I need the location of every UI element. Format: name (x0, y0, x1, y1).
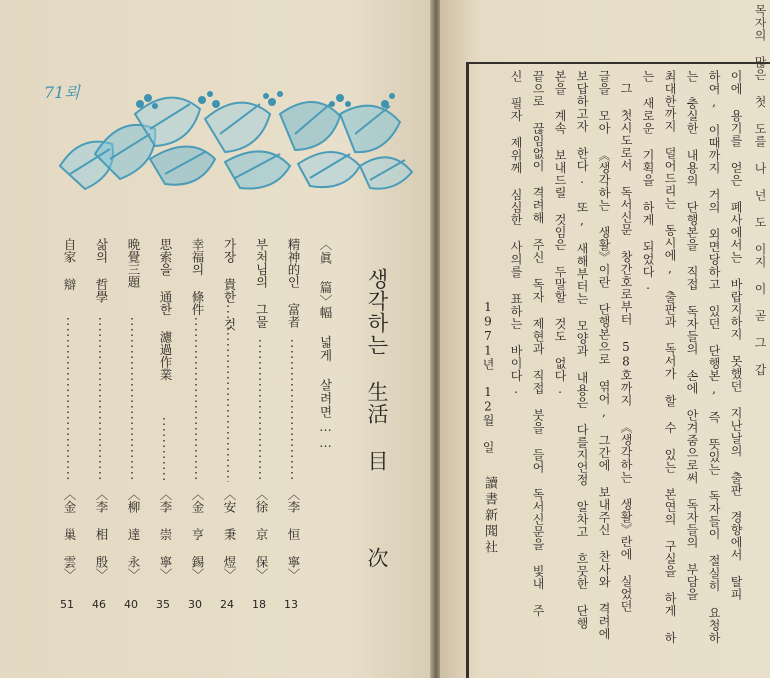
edge-text: 목자의 많은 첫 도를 나 넌 도 이지 이 곧 그 갑 (753, 4, 767, 376)
toc-page: 51 (60, 598, 74, 611)
toc-author: 〈安 秉 煜〉 (222, 488, 237, 581)
preface-line: 그 첫시도로서 독서신문 창간호로부터 58호까지 《생각하는 생활》란에 실었던 (619, 82, 633, 613)
toc-page: 40 (124, 598, 138, 611)
toc-title: 晩覺三題 (126, 238, 141, 288)
preface-line: 글을 모아 《생각하는 생활》이란 단행본으로 엮어, 그간에 보내주신 찬사와 격려에 (597, 70, 611, 640)
toc-page: 13 (284, 598, 298, 611)
mokcha-heading: 目 次 (365, 450, 389, 594)
feature-label: 〈眞 篇〉 (318, 238, 333, 308)
preface-date: 1971년 12월 일 (481, 300, 495, 454)
preface-line: 신 필자 제위께 심심한 사의를 표하는 바이다. (509, 70, 523, 397)
publisher-name: 讀書新聞社 (482, 476, 497, 556)
ornament-text: 71뢰 (44, 83, 80, 102)
toc-title: 幸福의 條件 (190, 238, 205, 316)
toc-author: 〈金 亨 錫〉 (190, 488, 205, 581)
toc-title: 自家 辯 (62, 238, 77, 291)
preface-line: 이에 용기를 얻은 폐사에서는 바랍지하지 못했던 지난날의 출판 경향에서 탈피 (729, 70, 743, 601)
toc-page: 18 (252, 598, 266, 611)
preface-line: 본을 계속 보내드릴 것임은 두말할 것도 없다. (553, 70, 567, 397)
toc-page: 30 (188, 598, 202, 611)
preface-line: 는 충실한 내용의 단행본을 직접 독자들의 손에 안겨줌으로써 독자들의 부담을 (685, 70, 699, 601)
toc-page: 35 (156, 598, 170, 611)
right-page (440, 0, 770, 678)
toc-title: 가장 貴한 것 (222, 238, 237, 331)
toc-page: 46 (92, 598, 106, 611)
preface-line: 보답하고자 한다. 또, 새해부터는 모양과 내용은 다를지언정 알차고 흐뭇한 단행 (575, 70, 589, 630)
preface-line: 끝으로 끊임없이 격려해 주신 독자 제현과 직접 붓을 들어 독서신문을 빛내 주 (531, 70, 545, 617)
toc-title: 精神的인 富者 (286, 238, 301, 328)
toc-page: 24 (220, 598, 234, 611)
toc-title: 思索을 通한 濾過作業 (158, 238, 173, 381)
toc-author: 〈柳 達 永〉 (126, 488, 141, 581)
preface-line: 는 새로운 기획을 하게 되었다. (641, 70, 655, 293)
preface-line: 하여, 이때까지 거의 외면당하고 있던 단행본, 즉 뜻있는 독자들이 절실히 요청하 (707, 70, 721, 644)
feature-text: 幅 넓게 살려면…… (318, 306, 333, 451)
preface-line: 최대한까지 덜어드리는 동시에, 출판과 독서가 할 수 있는 본연의 구실을 하게 하 (663, 70, 677, 644)
toc-title: 삶의 哲學 (94, 238, 109, 303)
toc-author: 〈徐 京 保〉 (254, 488, 269, 581)
toc-author: 〈李 相 殷〉 (94, 488, 109, 581)
toc-author: 〈李 崇 寧〉 (158, 488, 173, 581)
toc-author: 〈金 巢 雲〉 (62, 488, 77, 581)
toc-title: 부처님의 그물 (254, 238, 269, 328)
toc-author: 〈李 恒 寧〉 (286, 488, 301, 581)
book-title: 생각하는 生活 (365, 268, 389, 425)
